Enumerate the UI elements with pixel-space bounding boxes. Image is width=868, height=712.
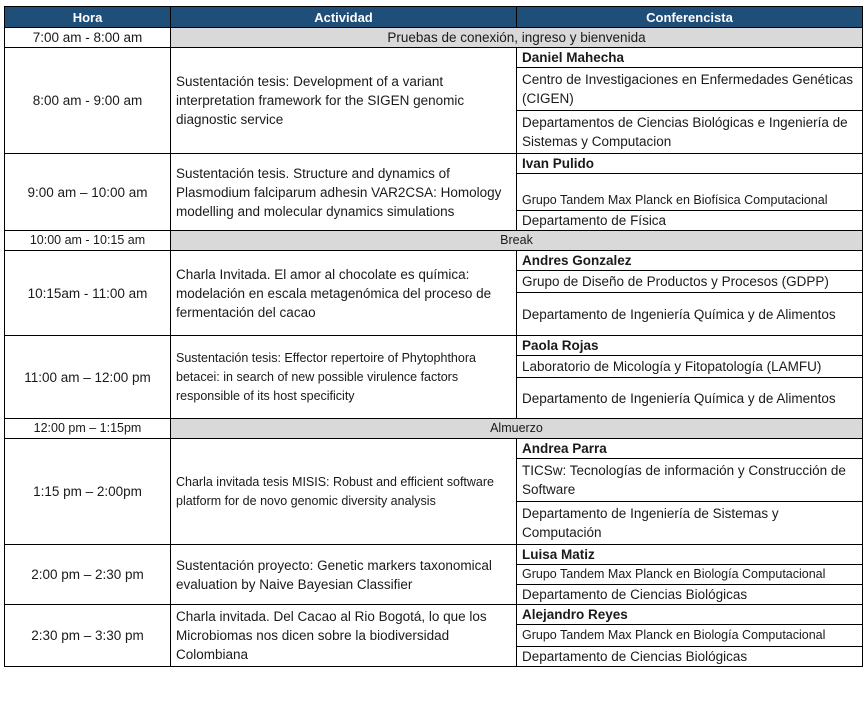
hora-cell: 10:15am - 11:00 am: [5, 251, 171, 336]
hora-cell: 7:00 am - 8:00 am: [5, 28, 171, 48]
general-activity-cell: Pruebas de conexión, ingreso y bienvenida: [171, 28, 863, 48]
table-row: [5, 439, 863, 459]
actividad-cell: Sustentación tesis: Development of a variant interpretation framework for the SIGEN genomic diagnostic service: [171, 48, 517, 154]
actividad-cell: Sustentación tesis: Effector repertoire of Phytophthora betacei: in search of new possible virulence factors responsible of its host specificity: [171, 336, 517, 419]
speaker-affiliation: Grupo Tandem Max Planck en Biofísica Computacional: [517, 174, 863, 211]
actividad-cell: Charla Invitada. El amor al chocolate es química: modelación en escala metagenómica del proceso de fermentación del cacao: [171, 251, 517, 336]
actividad-cell: Sustentación tesis. Structure and dynamics of Plasmodium falciparum adhesin VAR2CSA: Homology modelling and molecular dynamics simulations: [171, 154, 517, 231]
header-actividad: Actividad: [171, 7, 517, 28]
hora-cell: 12:00 pm – 1:15pm: [5, 419, 171, 439]
speaker-department: Departamento de Ingeniería de Sistemas y Computación: [517, 502, 863, 545]
speaker-department: Departamentos de Ciencias Biológicas e Ingeniería de Sistemas y Computacion: [517, 111, 863, 154]
hora-cell: 9:00 am – 10:00 am: [5, 154, 171, 231]
general-activity-cell: Almuerzo: [171, 419, 863, 439]
speaker-department: Departamento de Ciencias Biológicas: [517, 585, 863, 605]
general-activity-cell: Break: [171, 231, 863, 251]
speaker-affiliation: Grupo Tandem Max Planck en Biología Computacional: [517, 625, 863, 647]
speaker-department: Departamento de Ingeniería Química y de Alimentos: [517, 293, 863, 336]
speaker-name: Andrea Parra: [517, 439, 863, 459]
header-conferencista: Conferencista: [517, 7, 863, 28]
speaker-department: Departamento de Ingeniería Química y de Alimentos: [517, 378, 863, 419]
speaker-name: Luisa Matiz: [517, 545, 863, 565]
speaker-affiliation: Grupo Tandem Max Planck en Biología Computacional: [517, 565, 863, 585]
speaker-department: Departamento de Ciencias Biológicas: [517, 647, 863, 667]
speaker-name: Ivan Pulido: [517, 154, 863, 174]
hora-cell: 2:30 pm – 3:30 pm: [5, 605, 171, 667]
speaker-affiliation: TICSw: Tecnologías de información y Construcción de Software: [517, 459, 863, 502]
table-row: [5, 231, 863, 251]
table-row: [5, 605, 863, 625]
hora-cell: 1:15 pm – 2:00pm: [5, 439, 171, 545]
actividad-cell: Charla invitada. Del Cacao al Rio Bogotá, lo que los Microbiomas nos dicen sobre la biodiversidad Colombiana: [171, 605, 517, 667]
hora-cell: 11:00 am – 12:00 pm: [5, 336, 171, 419]
table-row: [5, 48, 863, 68]
hora-cell: 8:00 am - 9:00 am: [5, 48, 171, 154]
table-row: [5, 545, 863, 565]
table-row: [5, 336, 863, 356]
speaker-affiliation: Laboratorio de Micología y Fitopatología (LAMFU): [517, 356, 863, 378]
actividad-cell: Sustentación proyecto: Genetic markers taxonomical evaluation by Naive Bayesian Classifier: [171, 545, 517, 605]
speaker-name: Paola Rojas: [517, 336, 863, 356]
speaker-affiliation: Grupo de Diseño de Productos y Procesos (GDPP): [517, 271, 863, 293]
hora-cell: 2:00 pm – 2:30 pm: [5, 545, 171, 605]
table-row: [5, 28, 863, 48]
table-row: [5, 251, 863, 271]
actividad-cell: Charla invitada tesis MISIS: Robust and efficient software platform for de novo genomic diversity analysis: [171, 439, 517, 545]
hora-cell: 10:00 am - 10:15 am: [5, 231, 171, 251]
speaker-department: Departamento de Física: [517, 211, 863, 231]
header-row: [5, 7, 863, 28]
speaker-name: Andres Gonzalez: [517, 251, 863, 271]
table-row: [5, 154, 863, 174]
table-row: [5, 419, 863, 439]
speaker-name: Daniel Mahecha: [517, 48, 863, 68]
header-hora: Hora: [5, 7, 171, 28]
speaker-affiliation: Centro de Investigaciones en Enfermedades Genéticas (CIGEN): [517, 68, 863, 111]
speaker-name: Alejandro Reyes: [517, 605, 863, 625]
schedule-table: [4, 6, 863, 667]
